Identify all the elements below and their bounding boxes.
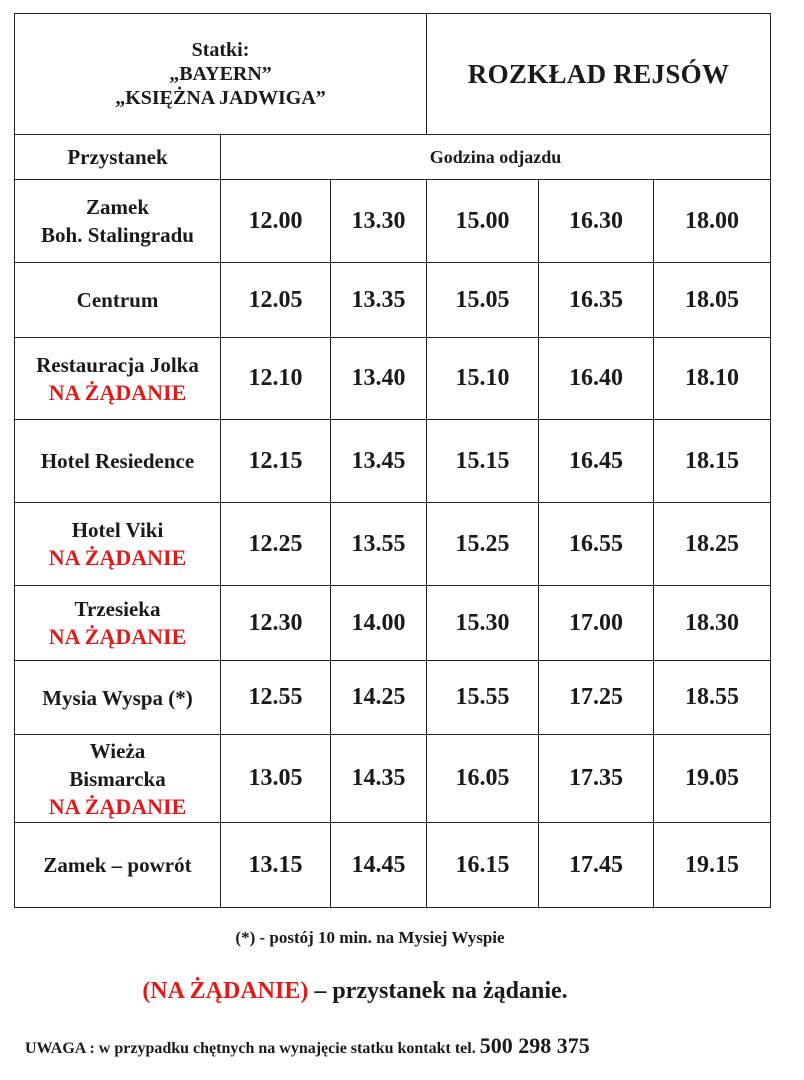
stop-name-cell — [15, 180, 221, 263]
stop-name: Restauracja Jolka — [36, 352, 199, 377]
stop-name-cell — [15, 263, 221, 338]
on-request-label: NA ŻĄDANIE — [48, 545, 187, 570]
stop-name-cell — [15, 823, 221, 908]
departure-time: 15.25 — [427, 503, 539, 586]
stop-name-cell — [15, 503, 221, 586]
departure-time: 12.10 — [221, 338, 331, 420]
departure-time: 18.25 — [654, 503, 771, 586]
ships-label: Statki: — [191, 39, 250, 61]
departure-time: 13.15 — [221, 823, 331, 908]
departure-time: 12.00 — [221, 180, 331, 263]
table-row — [15, 503, 771, 586]
departure-time: 18.30 — [654, 586, 771, 661]
table-row — [15, 180, 771, 263]
departure-time: 15.30 — [427, 586, 539, 661]
column-header-stop: Przystanek — [15, 135, 221, 180]
departure-time: 14.25 — [331, 661, 427, 735]
departure-time: 13.05 — [221, 735, 331, 823]
ship-name-ksiezna-jadwiga: „KSIĘŻNA JADWIGA” — [115, 87, 326, 109]
page-title: ROZKŁAD REJSÓW — [427, 14, 771, 135]
departure-time: 16.05 — [427, 735, 539, 823]
departure-time: 16.35 — [539, 263, 654, 338]
stop-name-cell — [15, 661, 221, 735]
departure-time: 17.25 — [539, 661, 654, 735]
contact-text: UWAGA : w przypadku chętnych na wynajęcie statku kontakt tel. — [25, 1040, 480, 1057]
stopover-note: (*) - postój 10 min. na Mysiej Wyspie — [235, 928, 505, 947]
title-row — [15, 14, 771, 135]
table-row — [15, 823, 771, 908]
departure-time: 16.45 — [539, 420, 654, 503]
table-row — [15, 661, 771, 735]
departure-time: 13.30 — [331, 180, 427, 263]
departure-time: 18.05 — [654, 263, 771, 338]
table-row — [15, 263, 771, 338]
stop-name-cell — [15, 420, 221, 503]
departure-time: 17.45 — [539, 823, 654, 908]
ships-cell — [15, 14, 427, 135]
departure-time: 13.40 — [331, 338, 427, 420]
departure-time: 13.35 — [331, 263, 427, 338]
departure-time: 15.10 — [427, 338, 539, 420]
table-row — [15, 420, 771, 503]
legend-term: (NA ŻĄDANIE) — [142, 978, 309, 1004]
departure-time: 14.35 — [331, 735, 427, 823]
departure-time: 13.45 — [331, 420, 427, 503]
departure-time: 16.15 — [427, 823, 539, 908]
on-request-label: NA ŻĄDANIE — [48, 624, 187, 649]
table-row — [15, 586, 771, 661]
ship-name-bayern: „BAYERN” — [169, 63, 272, 85]
departure-time: 15.00 — [427, 180, 539, 263]
departure-time: 16.55 — [539, 503, 654, 586]
departure-time: 18.00 — [654, 180, 771, 263]
column-header-departure: Godzina odjazdu — [221, 135, 771, 180]
departure-time: 14.00 — [331, 586, 427, 661]
departure-time: 12.15 — [221, 420, 331, 503]
stop-name: Hotel Resiedence — [40, 449, 195, 473]
header-row — [15, 135, 771, 180]
stop-name: Hotel Viki — [71, 518, 164, 542]
departure-time: 12.55 — [221, 661, 331, 735]
departure-time: 15.15 — [427, 420, 539, 503]
departure-time: 17.35 — [539, 735, 654, 823]
on-request-label: NA ŻĄDANIE — [48, 793, 187, 819]
departure-time: 17.00 — [539, 586, 654, 661]
stop-name-cell — [15, 735, 221, 823]
departure-time: 16.40 — [539, 338, 654, 420]
stop-name: Wieża — [89, 738, 146, 763]
departure-time: 13.55 — [331, 503, 427, 586]
on-request-label: NA ŻĄDANIE — [48, 379, 187, 405]
departure-time: 12.30 — [221, 586, 331, 661]
departure-time: 12.05 — [221, 263, 331, 338]
departure-time: 15.05 — [427, 263, 539, 338]
stop-name: Bismarcka — [69, 766, 166, 791]
timetable — [14, 13, 771, 908]
stop-name: Mysia Wyspa (*) — [42, 685, 193, 710]
stop-name: Centrum — [76, 288, 159, 312]
departure-time: 15.55 — [427, 661, 539, 735]
departure-time: 16.30 — [539, 180, 654, 263]
departure-time: 14.45 — [331, 823, 427, 908]
table-row — [15, 735, 771, 823]
departure-time: 12.25 — [221, 503, 331, 586]
contact-phone: 500 298 375 — [479, 1033, 590, 1058]
stop-name: Trzesieka — [74, 597, 161, 621]
departure-time: 19.05 — [654, 735, 771, 823]
on-request-legend — [0, 978, 710, 1005]
departure-time: 18.55 — [654, 661, 771, 735]
stop-name-cell — [15, 586, 221, 661]
contact-note — [25, 1033, 590, 1059]
stop-name-cell — [15, 338, 221, 420]
legend-text: – przystanek na żądanie. — [308, 978, 568, 1004]
departure-time: 19.15 — [654, 823, 771, 908]
departure-time: 18.15 — [654, 420, 771, 503]
table-row — [15, 338, 771, 420]
stop-name: Zamek – powrót — [43, 853, 192, 877]
departure-time: 18.10 — [654, 338, 771, 420]
stop-name: Boh. Stalingradu — [41, 223, 194, 247]
stop-name: Zamek — [86, 195, 149, 219]
